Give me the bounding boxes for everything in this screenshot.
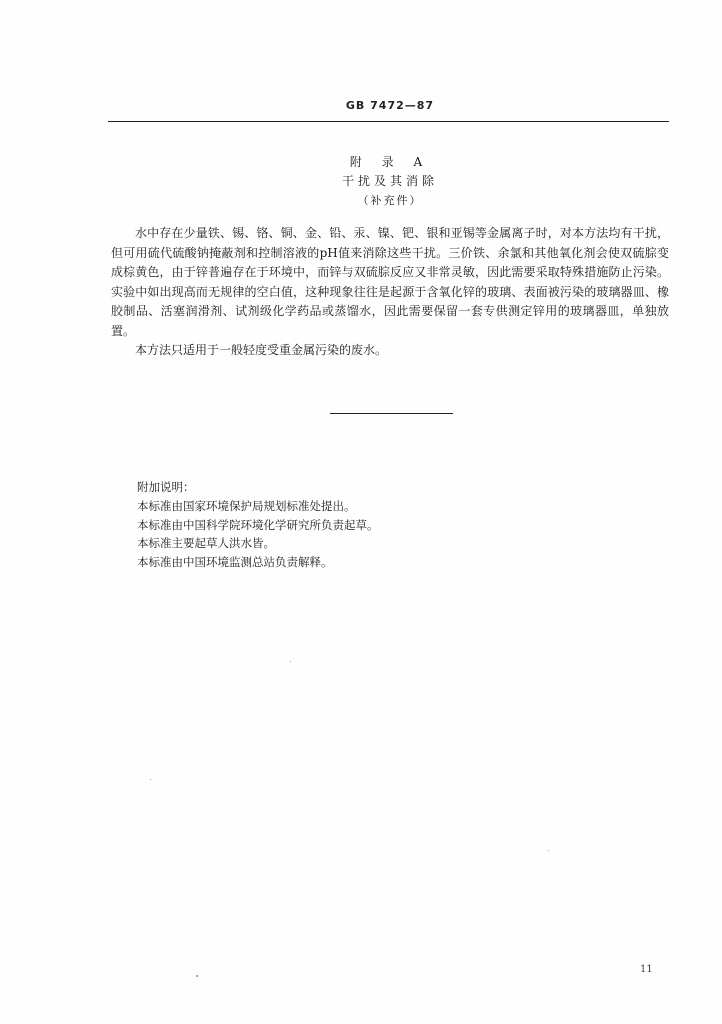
annex-note: （补充件） [357, 194, 423, 207]
paragraph-interference: 水中存在少量铁、锡、铬、铜、金、铅、汞、镍、钯、银和亚锡等金属离子时，对本方法均有干扰，但可用硫代硫酸钠掩蔽剂和控制溶液的pH值来消除这些干扰。三价铁、余氯和其他氧化剂会使双硫腙变成棕黄色，由于锌普遍存在于环境中，而锌与双硫腙反应又非常灵敏，因此需要采取特殊措施防止污染。实验中如出现高而无规律的空白值，这种现象往往是起源于含氧化锌的玻璃、表面被污染的玻璃器皿、橡胶制品、活塞润滑剂、试剂级化学药品或蒸馏水，因此需要保留一套专供测定锌用的玻璃器皿，单独放置。 [111, 226, 669, 338]
annex-heading [0, 153, 722, 210]
scan-speck [150, 779, 151, 780]
end-rule [330, 413, 453, 414]
notes-line: 本标准由中国环境监测总站负责解释。 [137, 555, 333, 570]
header-rule [108, 121, 669, 122]
page-number: 11 [640, 964, 653, 975]
body-text [111, 224, 669, 361]
paragraph-scope: 本方法只适用于一般轻度受重金属污染的废水。 [135, 343, 388, 357]
annex-title: 干扰及其消除 [341, 174, 438, 188]
notes-line: 本标准由中国科学院环境化学研究所负责起草。 [137, 517, 379, 532]
additional-notes [137, 478, 379, 572]
notes-heading: 附加说明： [137, 480, 195, 494]
scan-speck [196, 975, 198, 977]
scan-speck [548, 850, 549, 851]
notes-line: 本标准主要起草人洪水皆。 [137, 536, 275, 551]
scan-speck [290, 661, 291, 662]
annex-label: 附 录 A [349, 155, 431, 169]
notes-line: 本标准由国家环境保护局规划标准处提出。 [137, 498, 356, 513]
standard-code: GB 7472—87 [345, 99, 435, 112]
